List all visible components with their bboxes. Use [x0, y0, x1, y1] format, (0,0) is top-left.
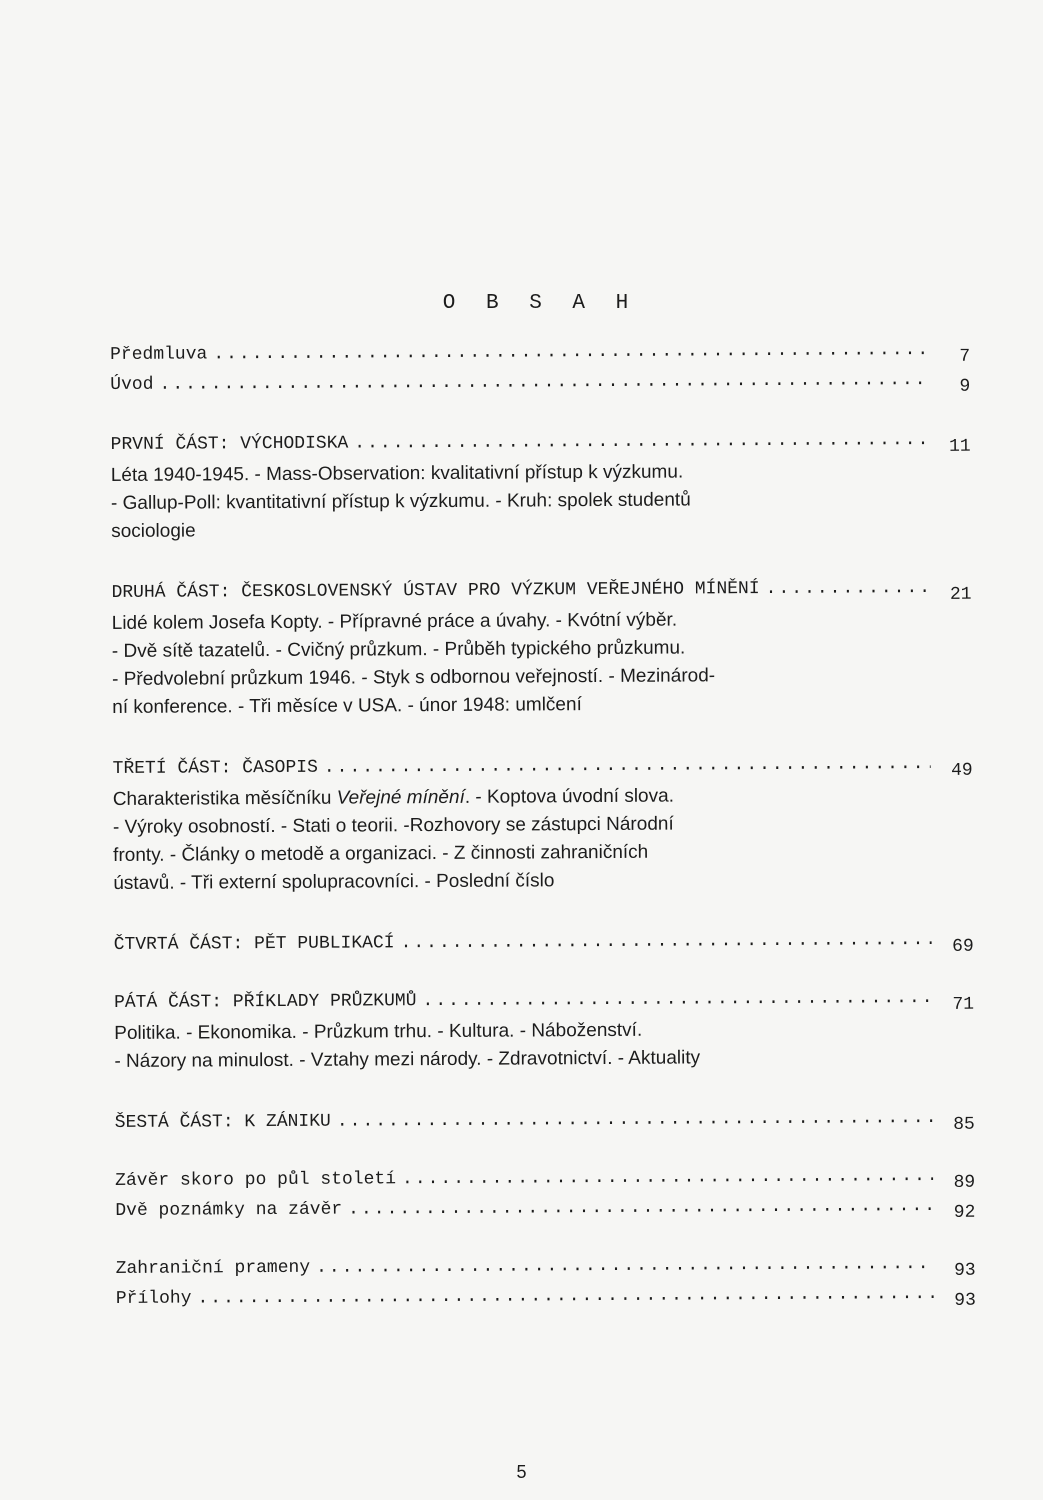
table-of-contents	[110, 335, 976, 1314]
toc-page-number: 93	[954, 1260, 976, 1281]
toc-entry-label: Zahraniční prameny	[115, 1257, 311, 1279]
description-line: ústavů. - Tři externí spolupracovníci. - Poslední číslo	[113, 870, 555, 894]
dot-leader	[197, 1279, 934, 1313]
description-line: Lidé kolem Josefa Kopty. - Přípravné práce a úvahy. - Kvótní výběr.	[111, 609, 678, 634]
toc-entry-label: ŠESTÁ ČÁST: K ZÁNIKU	[114, 1111, 331, 1133]
toc-entry-label: ČTVRTÁ ČÁST: PĚT PUBLIKACÍ	[113, 933, 395, 955]
toc-entry-part-2	[111, 573, 971, 608]
description-line: - Předvolební průzkum 1946. - Styk s odbornou veřejností. - Mezinárod-	[112, 665, 716, 690]
description-line: - Gallup-Poll: kvantitativní přístup k výzkumu. - Kruh: spolek studentů	[110, 489, 691, 514]
toc-entry-poznamky	[115, 1191, 975, 1226]
dot-leader	[159, 365, 928, 400]
description-line: - Názory na minulost. - Vztahy mezi národy. - Zdravotnictví. - Aktuality	[114, 1047, 701, 1072]
dot-leader	[337, 1103, 933, 1137]
toc-page-number: 69	[952, 936, 974, 957]
toc-entry-label: Závěr skoro po půl století	[115, 1169, 397, 1191]
toc-entry-label: DRUHÁ ČÁST: ČESKOSLOVENSKÝ ÚSTAV PRO VÝZKUM VEŘEJNÉHO MÍNĚNÍ	[111, 579, 760, 603]
toc-entry-part-1	[111, 425, 971, 460]
dot-leader	[766, 573, 930, 604]
toc-page-number: 85	[953, 1114, 975, 1135]
toc-entry-uvod	[110, 365, 970, 400]
toc-page-number: 49	[950, 760, 973, 781]
journal-title: Veřejné mínění	[336, 786, 465, 809]
contents-title: O B S A H	[442, 292, 638, 315]
toc-page-number: 9	[959, 376, 971, 397]
dot-leader	[316, 1249, 934, 1283]
toc-page-number: 71	[952, 994, 975, 1015]
dot-leader	[354, 425, 929, 459]
toc-page-number: 11	[948, 436, 971, 457]
toc-entry-part-4	[114, 925, 974, 960]
description-line: Léta 1940-1945. - Mass-Observation: kvalitativní přístup k výzkumu.	[110, 461, 684, 486]
description-line: Politika. - Ekonomika. - Průzkum trhu. - Kultura. - Náboženství.	[114, 1019, 643, 1044]
description-line: - Dvě sítě tazatelů. - Cvičný průzkum. - Průběh typického průzkumu.	[111, 637, 686, 662]
description-line: fronty. - Články o metodě a organizaci. - Z činnosti zahraničních	[113, 841, 649, 866]
dot-leader	[400, 925, 931, 958]
toc-entry-label: Předmluva	[110, 344, 208, 365]
toc-entry-description	[112, 605, 903, 722]
description-text: . - Koptova úvodní slova.	[464, 785, 675, 808]
toc-entry-prilohy	[116, 1279, 976, 1314]
page-number: 5	[516, 1462, 527, 1482]
description-line: - Výroky osobností. - Stati o teorii. -Rozhovory se zástupci Národní	[112, 813, 674, 838]
description-line: ní konference. - Tři měsíce v USA. - únor 1948: umlčení	[112, 694, 582, 718]
toc-entry-description	[114, 1015, 904, 1076]
toc-entry-label: Úvod	[110, 374, 154, 395]
toc-entry-part-5	[114, 983, 974, 1018]
toc-entry-label: Přílohy	[115, 1288, 192, 1309]
dot-leader	[348, 1191, 933, 1225]
toc-entry-part-6	[115, 1103, 975, 1138]
toc-page-number: 7	[959, 346, 971, 367]
toc-entry-part-3	[113, 749, 973, 784]
toc-entry-label: Dvě poznámky na závěr	[115, 1199, 343, 1221]
description-line: sociologie	[111, 520, 196, 542]
toc-entry-label: TŘETÍ ČÁST: ČASOPIS	[112, 757, 318, 779]
toc-entry-description	[111, 457, 901, 546]
toc-page-number: 93	[954, 1290, 976, 1311]
toc-page-number: 21	[949, 584, 972, 605]
toc-page-number: 89	[953, 1172, 976, 1193]
toc-entry-label: PÁTÁ ČÁST: PŘÍKLADY PRŮZKUMŮ	[113, 991, 417, 1013]
description-text: Charakteristika měsíčníku	[112, 787, 337, 810]
dot-leader	[422, 983, 932, 1016]
toc-entry-description	[113, 781, 904, 898]
toc-entry-label: PRVNÍ ČÁST: VÝCHODISKA	[110, 433, 349, 455]
dot-leader	[324, 749, 931, 783]
toc-page-number: 92	[953, 1202, 976, 1223]
dot-leader	[213, 335, 928, 369]
dot-leader	[402, 1161, 933, 1194]
